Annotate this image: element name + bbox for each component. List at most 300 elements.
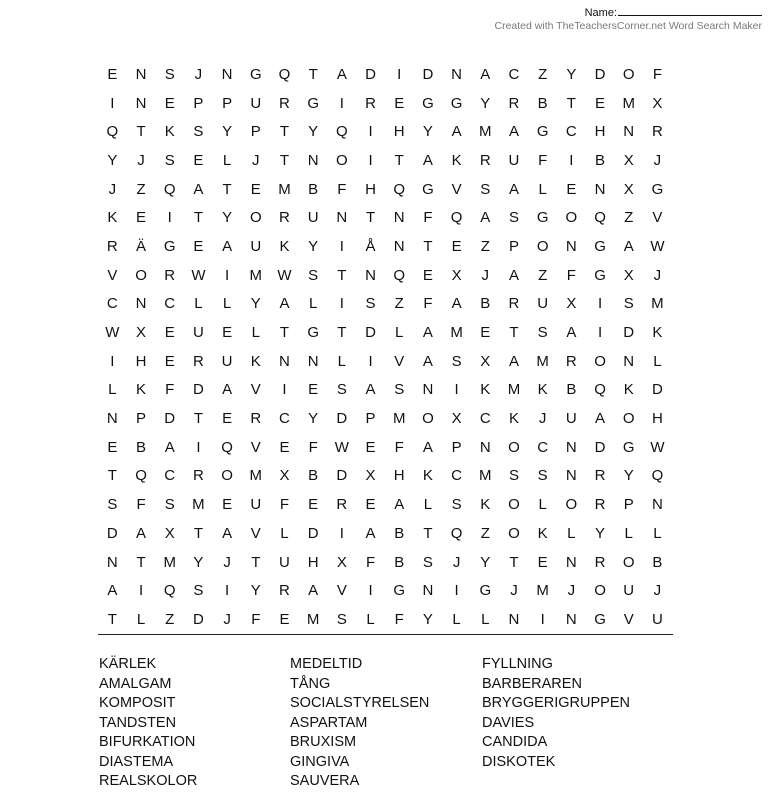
grid-letter: B — [537, 94, 548, 112]
grid-letter: K — [480, 496, 491, 514]
grid-letter: Q — [393, 266, 406, 284]
grid-letter: V — [250, 381, 261, 399]
grid-letter: D — [336, 410, 348, 428]
grid-letter: F — [365, 553, 376, 571]
grid-letter: S — [394, 381, 405, 399]
grid-letter: S — [480, 180, 491, 198]
grid-letter: G — [594, 237, 606, 255]
word-list-item: BARBERAREN — [482, 675, 582, 692]
grid-letter: Y — [480, 94, 491, 112]
grid-letter: O — [508, 524, 520, 542]
grid-letter: T — [509, 553, 519, 571]
grid-letter: J — [653, 582, 662, 600]
grid-letter: F — [652, 65, 662, 83]
grid-letter: A — [451, 123, 462, 141]
grid-letter: N — [393, 209, 405, 227]
grid-letter: A — [394, 496, 405, 514]
grid-letter: C — [164, 295, 176, 313]
grid-letter: P — [508, 237, 519, 255]
grid-letter: Z — [480, 524, 490, 542]
grid-letter: G — [651, 180, 664, 198]
grid-letter: C — [508, 65, 520, 83]
grid-letter: L — [452, 610, 461, 628]
grid-letter: A — [365, 381, 376, 399]
grid-letter: T — [365, 209, 376, 227]
grid-letter: R — [192, 352, 204, 370]
grid-letter: N — [279, 352, 290, 370]
grid-letter: R — [336, 496, 348, 514]
grid-letter: R — [651, 123, 663, 141]
grid-letter: E — [308, 496, 319, 514]
grid-letter: A — [222, 237, 233, 255]
grid-letter: G — [422, 94, 434, 112]
grid-letter: G — [249, 65, 262, 83]
word-list-item: DISKOTEK — [482, 753, 556, 770]
grid-letter: C — [565, 123, 577, 141]
grid-letter: A — [222, 524, 233, 542]
grid-letter: Q — [450, 524, 463, 542]
grid-letter: N — [479, 438, 491, 456]
grid-letter: R — [594, 496, 606, 514]
grid-letter: J — [481, 266, 490, 284]
grid-letter: O — [135, 266, 147, 284]
grid-letter: E — [394, 94, 405, 112]
grid-letter: N — [623, 123, 635, 141]
grid-letter: F — [394, 438, 404, 456]
grid-letter: S — [193, 582, 204, 600]
grid-letter: B — [480, 295, 491, 313]
grid-letter: O — [565, 209, 578, 227]
word-list-item: SAUVERA — [290, 773, 360, 789]
grid-letter: A — [480, 209, 491, 227]
grid-letter: I — [339, 237, 344, 255]
grid-letter: D — [422, 65, 434, 83]
grid-letter: F — [337, 180, 347, 198]
grid-letter: D — [651, 381, 663, 399]
grid-letter: H — [393, 467, 405, 485]
grid-letter: K — [107, 209, 118, 227]
grid-letter: B — [595, 151, 606, 169]
grid-letter: E — [193, 151, 204, 169]
grid-letter: A — [422, 151, 433, 169]
grid-letter: J — [108, 180, 117, 198]
grid-letter: J — [538, 410, 547, 428]
grid-letter: E — [164, 94, 175, 112]
grid-letter: N — [106, 553, 118, 571]
credit-text: Created with TheTeachersCorner.net Word Search Maker — [494, 20, 762, 32]
grid-letter: U — [623, 582, 635, 600]
grid-letter: A — [480, 65, 491, 83]
grid-letter: H — [594, 123, 606, 141]
grid-letter: Z — [394, 295, 404, 313]
grid-letter: L — [108, 381, 117, 399]
grid-letter: R — [250, 410, 262, 428]
grid-letter: W — [334, 438, 349, 456]
grid-letter: N — [135, 65, 147, 83]
grid-letter: S — [164, 65, 175, 83]
grid-letter: M — [278, 180, 291, 198]
grid-letter: H — [365, 180, 376, 198]
grid-letter: N — [307, 352, 319, 370]
grid-letter: K — [480, 381, 491, 399]
word-list-item: GINGIVA — [290, 753, 350, 770]
grid-letter: X — [480, 352, 491, 370]
grid-letter: A — [193, 180, 204, 198]
grid-letter: B — [566, 381, 577, 399]
grid-letter: D — [164, 410, 176, 428]
word-list-item: BRYGGERIGRUPPEN — [482, 695, 630, 711]
grid-letter: H — [651, 410, 663, 428]
grid-letter: I — [597, 324, 603, 342]
grid-letter: X — [451, 266, 462, 284]
grid-letter: L — [653, 352, 662, 370]
grid-letter: N — [221, 65, 233, 83]
grid-letter: Y — [308, 410, 319, 428]
grid-letter: V — [107, 266, 118, 284]
grid-letter: X — [623, 180, 634, 198]
grid-letter: B — [394, 524, 405, 542]
grid-letter: Q — [163, 582, 176, 600]
grid-letter: T — [394, 151, 404, 169]
grid-letter: E — [279, 438, 290, 456]
grid-letter: I — [339, 524, 344, 542]
grid-letter: T — [107, 610, 117, 628]
grid-letter: O — [622, 553, 635, 571]
grid-letter: K — [537, 381, 548, 399]
grid-letter: B — [394, 553, 405, 571]
grid-letter: D — [594, 65, 606, 83]
grid-letter: D — [594, 438, 606, 456]
grid-letter: U — [651, 610, 663, 628]
grid-letter: X — [566, 295, 577, 313]
grid-letter: Q — [450, 209, 463, 227]
grid-letter: A — [164, 438, 175, 456]
grid-letter: C — [537, 438, 549, 456]
grid-letter: T — [279, 123, 290, 141]
grid-letter: F — [279, 496, 290, 514]
grid-letter: A — [136, 524, 147, 542]
grid-letter: K — [164, 123, 175, 141]
grid-letter: N — [393, 237, 405, 255]
grid-letter: E — [480, 324, 491, 342]
grid-letter: T — [279, 324, 290, 342]
grid-letter: P — [451, 438, 462, 456]
grid-letter: Q — [336, 123, 348, 141]
grid-letter: V — [250, 438, 261, 456]
grid-letter: F — [394, 610, 404, 628]
grid-letter: T — [193, 524, 203, 542]
grid-letter: Q — [163, 180, 176, 198]
grid-letter: A — [508, 352, 519, 370]
grid-letter: R — [192, 467, 204, 485]
grid-letter: U — [508, 151, 520, 169]
grid-letter: N — [565, 438, 577, 456]
word-list-item: MEDELTID — [290, 656, 363, 672]
grid-letter: T — [107, 467, 117, 485]
name-blank-line — [618, 6, 762, 16]
grid-letter: Y — [480, 553, 491, 571]
grid-letter: I — [282, 381, 287, 399]
grid-letter: C — [479, 410, 491, 428]
grid-letter: B — [652, 553, 663, 571]
grid-letter: L — [337, 352, 347, 370]
grid-letter: E — [308, 381, 319, 399]
grid-letter: Y — [308, 123, 319, 141]
grid-letter: M — [306, 610, 320, 628]
grid-letter: A — [422, 352, 433, 370]
grid-letter: W — [650, 438, 665, 456]
grid-letter: Y — [308, 237, 319, 255]
grid-letter: M — [450, 324, 463, 342]
grid-letter: H — [307, 553, 319, 571]
grid-letter: M — [536, 352, 549, 370]
grid-letter: U — [250, 496, 262, 514]
word-list-column — [482, 655, 682, 792]
word-list-item: FYLLNING — [482, 656, 553, 672]
grid-letter: N — [451, 65, 463, 83]
grid-letter: J — [252, 151, 260, 169]
grid-letter: Z — [136, 180, 146, 198]
grid-letter: G — [307, 324, 319, 342]
grid-letter: Z — [538, 65, 548, 83]
grid-letter: X — [279, 467, 290, 485]
grid-letter: A — [566, 324, 577, 342]
grid-letter: I — [110, 352, 115, 370]
grid-letter: I — [196, 438, 201, 456]
grid-letter: G — [163, 237, 176, 255]
grid-letter: S — [193, 123, 204, 141]
grid-letter: O — [221, 467, 233, 485]
grid-letter: F — [538, 151, 548, 169]
grid-letter: I — [569, 151, 574, 169]
grid-letter: A — [422, 438, 433, 456]
grid-letter: N — [565, 467, 577, 485]
grid-letter: P — [623, 496, 634, 514]
grid-letter: O — [622, 410, 635, 428]
grid-letter: E — [107, 438, 118, 456]
grid-letter: I — [368, 582, 373, 600]
grid-letter: S — [107, 496, 118, 514]
grid-letter: Q — [135, 467, 147, 485]
grid-letter: T — [136, 123, 146, 141]
grid-letter: P — [136, 410, 147, 428]
grid-letter: X — [164, 524, 175, 542]
grid-letter: L — [222, 295, 232, 313]
grid-letter: N — [106, 410, 118, 428]
grid-letter: I — [397, 65, 402, 83]
grid-letter: S — [508, 467, 519, 485]
grid-letter: D — [192, 610, 204, 628]
grid-letter: N — [623, 352, 635, 370]
grid-letter: Q — [106, 123, 119, 141]
grid-letter: I — [167, 209, 172, 227]
grid-letter: S — [365, 295, 376, 313]
grid-letter: V — [336, 582, 347, 600]
grid-letter: U — [279, 553, 290, 571]
grid-letter: A — [595, 410, 606, 428]
grid-letter: Q — [651, 467, 664, 485]
grid-letter: P — [365, 410, 376, 428]
grid-letter: T — [136, 553, 146, 571]
grid-letter: X — [336, 553, 347, 571]
grid-letter: W — [191, 266, 206, 284]
grid-letter: L — [538, 496, 547, 514]
grid-letter: Z — [480, 237, 490, 255]
grid-letter: T — [423, 524, 433, 542]
grid-letter: N — [135, 94, 147, 112]
grid-letter: S — [451, 352, 462, 370]
grid-letter: G — [307, 94, 319, 112]
grid-letter: Y — [107, 151, 118, 169]
grid-letter: A — [222, 381, 233, 399]
grid-letter: N — [135, 295, 147, 313]
grid-letter: A — [508, 123, 519, 141]
word-list-column — [99, 655, 290, 792]
word-list-item: TANDSTEN — [99, 714, 177, 731]
grid-letter: S — [623, 295, 634, 313]
grid-letter: E — [451, 237, 462, 255]
grid-letter: A — [422, 324, 433, 342]
grid-letter: A — [508, 180, 519, 198]
word-list-item: CANDIDA — [482, 734, 548, 750]
grid-letter: Z — [165, 610, 175, 628]
word-list-item: KOMPOSIT — [99, 695, 176, 711]
grid-letter: A — [365, 524, 376, 542]
grid-letter: A — [308, 582, 319, 600]
grid-letter: A — [623, 237, 634, 255]
grid-letter: G — [594, 266, 606, 284]
grid-letter: K — [508, 410, 519, 428]
word-list-item: KÄRLEK — [99, 656, 157, 672]
grid-letter: V — [652, 209, 663, 227]
grid-letter: E — [537, 553, 548, 571]
grid-letter: M — [192, 496, 205, 514]
grid-letter: Y — [250, 582, 261, 600]
grid-letter: Y — [222, 123, 233, 141]
grid-letter: P — [193, 94, 204, 112]
grid-letter: I — [368, 352, 373, 370]
grid-letter: F — [566, 266, 576, 284]
grid-letter: J — [194, 65, 203, 83]
grid-letter: O — [249, 209, 262, 227]
grid-letter: E — [193, 237, 204, 255]
grid-letter: V — [623, 610, 634, 628]
grid-letter: U — [537, 295, 549, 313]
grid-letter: C — [279, 410, 290, 428]
grid-letter: Z — [538, 266, 548, 284]
grid-letter: V — [451, 180, 462, 198]
grid-letter: E — [164, 324, 175, 342]
grid-letter: R — [279, 582, 290, 600]
grid-letter: J — [653, 266, 662, 284]
grid-letter: I — [454, 582, 459, 600]
grid-letter: W — [105, 324, 120, 342]
grid-letter: J — [653, 151, 662, 169]
grid-letter: J — [223, 610, 231, 628]
grid-letter: B — [308, 467, 319, 485]
grid-letter: E — [422, 266, 433, 284]
grid-letter: T — [222, 180, 232, 198]
grid-letter: S — [537, 467, 548, 485]
grid-letter: Y — [595, 524, 606, 542]
grid-letter: A — [336, 65, 347, 83]
grid-letter: I — [110, 94, 115, 112]
grid-letter: S — [508, 209, 519, 227]
grid-letter: S — [308, 266, 319, 284]
grid-letter: Y — [422, 610, 433, 628]
grid-letter: X — [623, 266, 634, 284]
grid-letter: C — [164, 467, 176, 485]
grid-letter: O — [622, 65, 635, 83]
grid-letter: T — [566, 94, 576, 112]
grid-letter: K — [279, 237, 290, 255]
grid-letter: N — [365, 266, 376, 284]
grid-letter: T — [193, 209, 203, 227]
grid-letter: I — [597, 295, 603, 313]
grid-letter: T — [337, 324, 347, 342]
grid-letter: E — [136, 209, 147, 227]
grid-letter: O — [508, 496, 520, 514]
grid-letter: S — [336, 610, 347, 628]
grid-letter: G — [422, 180, 434, 198]
grid-letter: X — [365, 467, 376, 485]
word-list-item: BRUXISM — [290, 734, 357, 750]
grid-letter: G — [622, 438, 635, 456]
grid-letter: L — [366, 610, 375, 628]
grid-letter: L — [423, 496, 433, 514]
grid-letter: K — [652, 324, 663, 342]
grid-letter: M — [249, 266, 263, 284]
grid-letter: X — [652, 94, 663, 112]
grid-letter: C — [451, 467, 463, 485]
grid-letter: S — [422, 553, 433, 571]
grid-letter: E — [250, 180, 261, 198]
grid-letter: K — [623, 381, 634, 399]
grid-letter: S — [164, 496, 175, 514]
word-list-item: DAVIES — [482, 714, 535, 731]
grid-letter: G — [536, 209, 549, 227]
word-list — [99, 655, 699, 792]
grid-letter: M — [479, 467, 492, 485]
grid-letter: P — [222, 94, 233, 112]
grid-letter: N — [422, 381, 434, 399]
grid-letter: T — [308, 65, 318, 83]
name-field — [495, 6, 763, 20]
grid-letter: E — [222, 496, 233, 514]
grid-letter: Q — [278, 65, 291, 83]
grid-letter: V — [394, 352, 405, 370]
grid-letter: L — [251, 324, 260, 342]
grid-letter: L — [222, 151, 232, 169]
grid-letter: A — [279, 295, 290, 313]
grid-letter: Ä — [136, 237, 147, 255]
word-list-item: TÅNG — [290, 675, 331, 692]
grid-letter: F — [423, 295, 433, 313]
grid-letter: R — [508, 94, 520, 112]
grid-letter: W — [650, 237, 665, 255]
word-list-item: SOCIALSTYRELSEN — [290, 695, 430, 711]
grid-letter: H — [393, 123, 405, 141]
grid-letter: Q — [594, 381, 606, 399]
grid-letter: L — [653, 524, 662, 542]
grid-letter: I — [368, 151, 373, 169]
grid-letter: B — [136, 438, 147, 456]
grid-letter: C — [106, 295, 118, 313]
grid-letter: E — [279, 610, 290, 628]
grid-letter: U — [250, 94, 262, 112]
name-label: Name: — [584, 7, 617, 19]
grid-letter: I — [339, 94, 344, 112]
